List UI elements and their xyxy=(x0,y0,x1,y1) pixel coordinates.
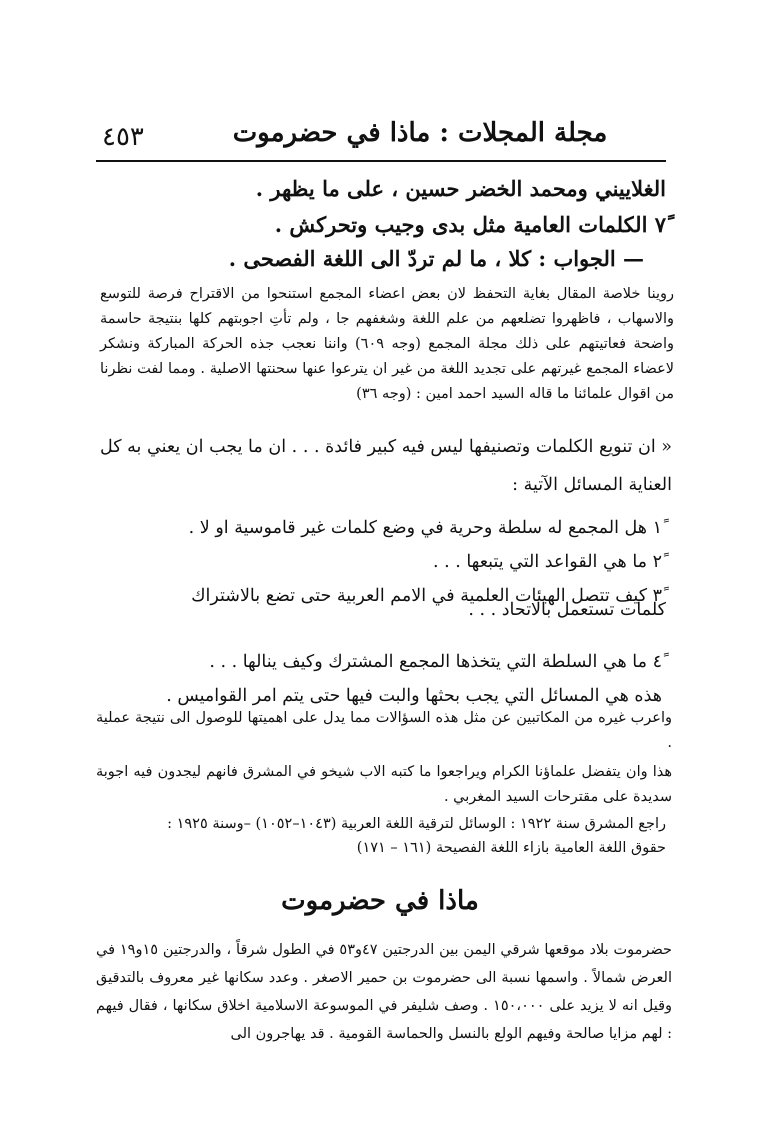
quote-intro: « ان تنويع الكلمات وتصنيفها ليس فيه كبير فائدة . . . ان ما يجب ان يعني به كل العناية المسائل الآتية : xyxy=(100,437,672,495)
note-paragraph: هذا وان يتفضل علماؤنا الكرام ويراجعوا ما كتبه الاب شيخو في المشرق فانهم ليجدون فيه اجوبة سديدة على مقترحات السيد المغربي . xyxy=(96,764,672,805)
header-rule xyxy=(96,160,666,162)
running-title: مجلة المجلات : ماذا في حضرموت xyxy=(232,118,608,148)
quote-item: ٢ً ما هي القواعد التي يتبعها . . . xyxy=(432,551,662,572)
quote-item: ٤ً ما هي السلطة التي يتخذها المجمع المشترك وكيف ينالها . . . xyxy=(209,651,662,672)
quote-item: ٣ً كيف تتصل الهيئات العلمية في الامم العربية حتى تضع بالاشتراك xyxy=(191,585,662,606)
section-paragraph: حضرموت بلاد موقعها شرقي اليمن بين الدرجتين ٤٧و٥٣ في الطول شرقاً ، والدرجتين ١٥و١٩ في العرض شمالاً . واسمها نسبة الى حضرموت بن حمير الاصغر . وعدد سكانها غير معروف بالتدقيق وقيل انه لا يزيد على ١٥٠،٠٠٠ . وصف شليفر في الموسوعة الاسلامية اخلاق سكانها ، فقال فيهم : لهم مزايا صالحة وفيهم الولع بالنسل والحماسة القومية . قد يهاجرون الى xyxy=(96,942,673,1042)
quote-item: ١ً هل المجمع له سلطة وحرية في وضع كلمات غير قاموسية او لا . xyxy=(188,517,662,538)
section-title: ماذا في حضرموت xyxy=(281,886,479,916)
page-number: ٤٥٣ xyxy=(102,122,144,152)
note-paragraph: واعرب غيره من المكاتبين عن مثل هذه السؤالات مما يدل على اهميتها للوصول الى نتيجة عملية . xyxy=(96,710,672,751)
quote-item: هذه هي المسائل التي يجب بحثها والبت فيها حتى يتم امر القواميس . xyxy=(166,685,662,706)
quote-item: كلمات تستعمل بالاتحاد . . . xyxy=(468,600,666,620)
intro-line: ٧ً الكلمات العامية مثل بدى وجيب وتحركش . xyxy=(274,212,666,237)
intro-line: — الجواب : كلا ، ما لم تردّ الى اللغة الفصحى . xyxy=(228,246,644,271)
intro-line: الغلاييني ومحمد الخضر حسين ، على ما يظهر . xyxy=(255,176,666,201)
summary-paragraph: روينا خلاصة المقال بغاية التحفظ لان بعض اعضاء المجمع استنحوا من الاقتراح فرصة للتوسع والاسهاب ، فاظهروا تضلعهم من علم اللغة وشغفهم جا ، ولم تأتِ اجوبتهم كلها بنتيجة حاسمة واضحة فعاتيتهم على ذلك مجلة المجمع (وجه ٦٠٩) واننا نعجب جذه الحركة المباركة ونشكر لاعضاء المجمع غيرتهم على تجديد اللغة من غير ان يترعوا عنها سحنتها الاصلية . ومما لفت نظرنا من اقوال علمائنا ما قاله السيد احمد امين : (وجه ٣٦) xyxy=(100,286,674,402)
reference-line: حقوق اللغة العامية بازاء اللغة الفصيحة (١٦١ – ١٧١) xyxy=(356,840,666,856)
reference-line: راجع المشرق سنة ١٩٢٢ : الوسائل لترقية اللغة العربية (١٠٤٣–١٠٥٢) –وسنة ١٩٢٥ : xyxy=(167,816,666,832)
